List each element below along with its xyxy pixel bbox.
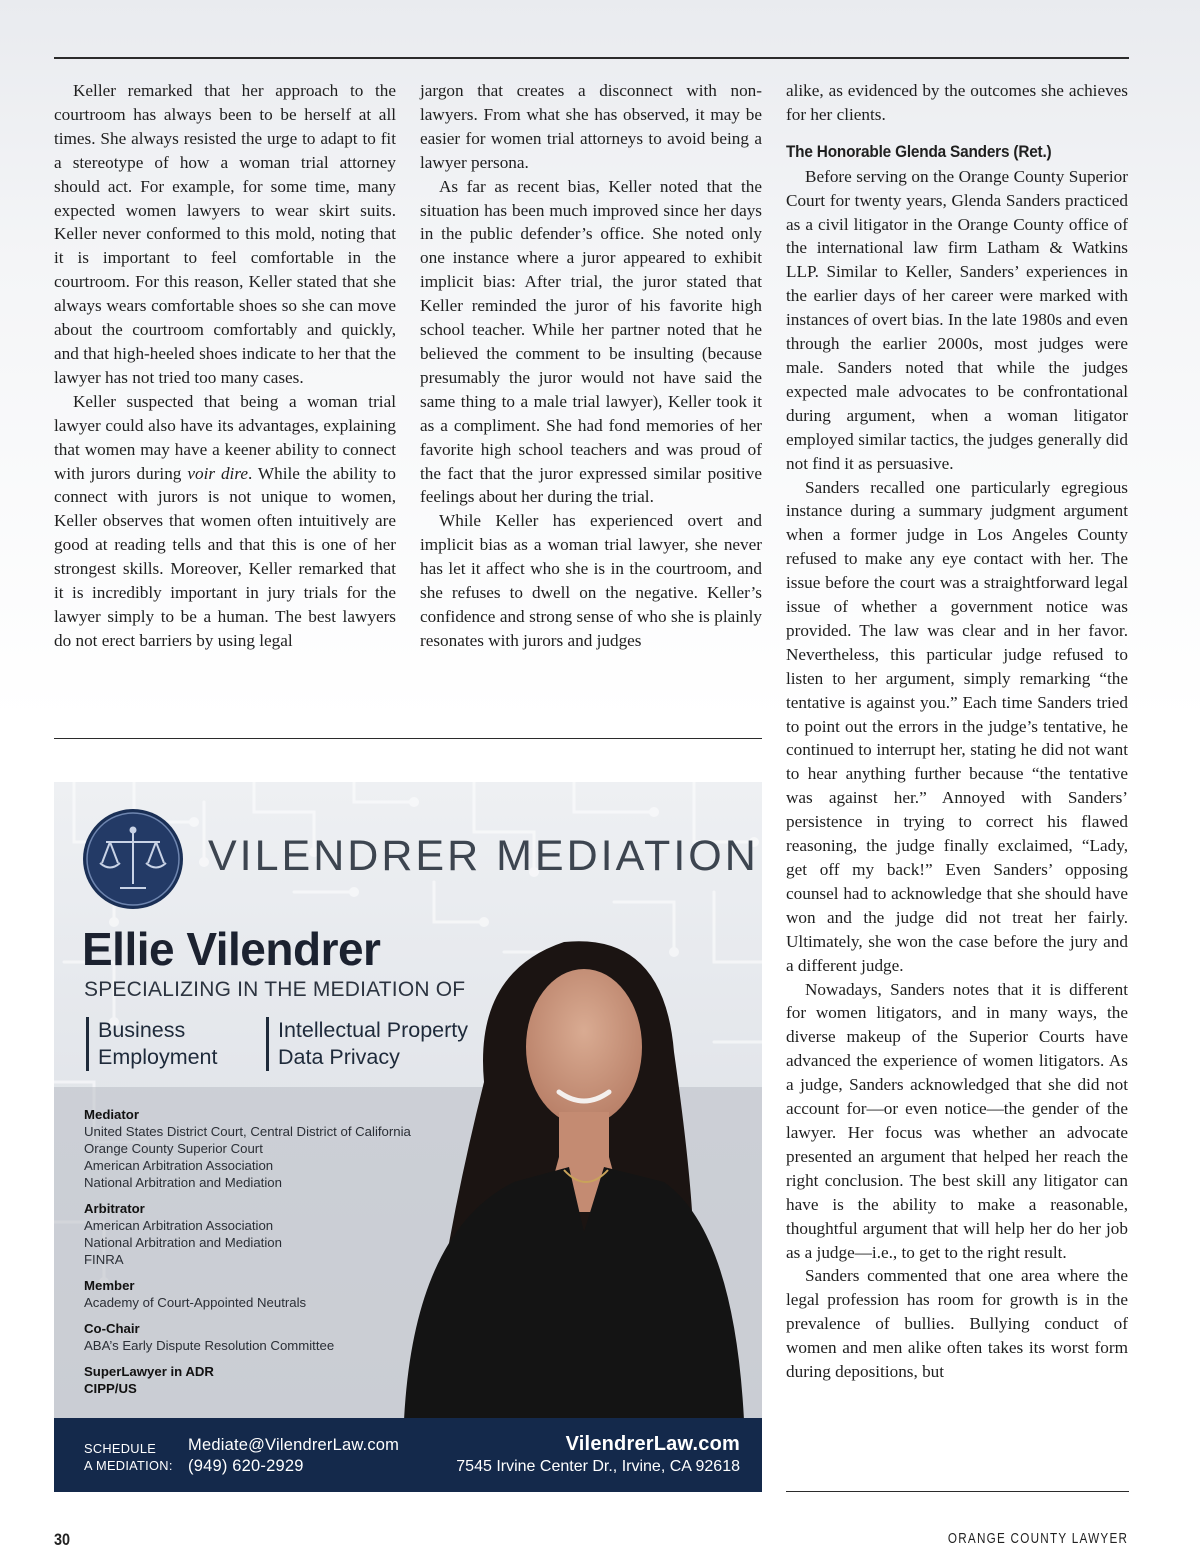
top-rule bbox=[54, 57, 1129, 59]
paragraph: Before serving on the Orange County Superior Court for twenty years, Glenda Sanders practiced as a civil litigator in the Orange County office of the international law firm Latham & Watkins LLP. Similar to Keller, Sanders’ experiences in the earlier days of her career were marked with instances of overt bias. In the late 1980s and even through the earlier 2000s, most judges were male. Sanders noted that while the judges expected male advocates to be confrontational during argument, when a woman litigator employed similar tactics, the judges generally did not find it as persuasive. bbox=[786, 166, 1128, 473]
credential-group bbox=[84, 1363, 464, 1397]
column-bottom-rule bbox=[786, 1491, 1129, 1492]
credential-group bbox=[84, 1200, 464, 1268]
credential-group bbox=[84, 1106, 464, 1191]
schedule-label-line: A MEDIATION: bbox=[84, 1458, 173, 1473]
credential-item: Orange County Superior Court bbox=[84, 1141, 263, 1156]
credential-item: American Arbitration Association bbox=[84, 1158, 274, 1173]
advertisement bbox=[54, 782, 762, 1492]
paragraph: alike, as evidenced by the outcomes she achieves for her clients. bbox=[786, 81, 1128, 124]
credential-heading: SuperLawyer in ADR bbox=[84, 1364, 214, 1379]
credential-item: American Arbitration Association bbox=[84, 1218, 274, 1233]
credential-heading: Mediator bbox=[84, 1107, 139, 1122]
credential-item: Academy of Court-Appointed Neutrals bbox=[84, 1295, 307, 1310]
ad-top-rule bbox=[54, 738, 762, 739]
paragraph: As far as recent bias, Keller noted that the situation has been much improved since her days in the public defender’s office. She noted only one instance where a juror appeared to exhibit implicit bias: After trial, the juror stated that Keller reminded the juror of his favorite high school teacher. While her partner noted that he believed the comment to be insulting (because presumably the juror would not have said the same thing to a male trial lawyer), Keller took it as a compliment. She had fond memories of her favorite high school teachers and was proud of the fact that the juror expressed similar positive feelings about her during the trial. bbox=[420, 176, 762, 507]
paragraph: Nowadays, Sanders notes that it is different for women litigators, and in many ways, the diverse makeup of the Superior Courts have advanced the experience of women litigators. As a judge, Sanders acknowledged that she did not account for—or even notice—the gender of the lawyer. Her focus was whether an advocate presented an argument that helped her reach the right conclusion. The best skill any litigator can have is the ability to make a reasonable, thoughtful argument that will help her do her job as a judge—i.e., to get to the right result. bbox=[786, 979, 1128, 1262]
paragraph: jargon that creates a disconnect with non-lawyers. From what she has observed, it may be easier for women trial attorneys to avoid being a lawyer persona. bbox=[420, 81, 762, 172]
practice-areas-left bbox=[86, 1017, 218, 1071]
website-info bbox=[456, 1432, 740, 1477]
schedule-label-line: SCHEDULE bbox=[84, 1441, 157, 1456]
paragraph: Sanders commented that one area where the legal profession has room for growth is in the prevalence of bullies. Bullying conduct of women and men alike often takes its worst form during depositions, but bbox=[786, 1266, 1128, 1382]
italic-term: voir dire bbox=[187, 463, 249, 483]
ad-contact-bar bbox=[54, 1418, 762, 1492]
article-column-1 bbox=[54, 79, 396, 653]
credentials-list bbox=[84, 1106, 464, 1406]
credential-heading: Co-Chair bbox=[84, 1321, 140, 1336]
credential-item: ABA’s Early Dispute Resolution Committee bbox=[84, 1338, 335, 1353]
credential-heading: Arbitrator bbox=[84, 1201, 145, 1216]
paragraph-text: Keller suspected that being a woman trial lawyer could also have its advantages, explaining that women may have a keener ability to connect with jurors during bbox=[54, 391, 396, 483]
street-address: 7545 Irvine Center Dr., Irvine, CA 92618 bbox=[456, 1458, 740, 1475]
section-heading: The Honorable Glenda Sanders (Ret.) bbox=[786, 142, 1052, 161]
article-column-3 bbox=[786, 79, 1128, 1384]
paragraph: Sanders recalled one particularly egregious instance during a summary judgment argument when a former judge in Los Angeles County refused to make any eye contact with her. The issue before the court was a straightforward legal issue of whether a government notice was provided. The law was clear and in her favor. Nevertheless, this particular judge refused to listen to her argument, simply remarking “the tentative is against you.” Each time Sanders tried to point out the errors in the judge’s tentative, he continued to interrupt her, stating he did not want to hear anything further because “the tentative was against her.” Annoyed with Sanders’ persistence in trying to correct his flawed reasoning, the judge finally exclaimed, “Lady, get off my back!” Even Sanders’ opposing counsel had to acknowledge that she should have won and the judge did not treat her fairly. Ultimately, she won the case before the jury and a different judge. bbox=[786, 477, 1128, 975]
credential-heading: Member bbox=[84, 1278, 135, 1293]
article-column-2 bbox=[420, 79, 762, 653]
scales-of-justice-logo bbox=[82, 808, 184, 910]
practice-area: Data Privacy bbox=[278, 1045, 400, 1069]
credential-item: United States District Court, Central District of California bbox=[84, 1124, 411, 1139]
email-link[interactable]: Mediate@VilendrerLaw.com bbox=[188, 1436, 400, 1454]
publication-name: ORANGE COUNTY LAWYER bbox=[947, 1530, 1128, 1547]
paragraph bbox=[54, 390, 396, 653]
credential-item: FINRA bbox=[84, 1252, 124, 1267]
practice-area: Intellectual Property bbox=[278, 1018, 469, 1042]
page-number: 30 bbox=[54, 1530, 71, 1549]
credential-item: National Arbitration and Mediation bbox=[84, 1235, 282, 1250]
website-link[interactable]: VilendrerLaw.com bbox=[565, 1433, 740, 1455]
contact-info bbox=[188, 1435, 399, 1477]
credential-group bbox=[84, 1277, 464, 1311]
practice-areas-right bbox=[266, 1017, 468, 1071]
practice-area: Business bbox=[98, 1018, 186, 1042]
credential-item: CIPP/US bbox=[84, 1381, 137, 1396]
specialization-heading: SPECIALIZING IN THE MEDIATION OF bbox=[84, 978, 466, 1001]
mediator-name: Ellie Vilendrer bbox=[82, 923, 381, 975]
credential-group bbox=[84, 1320, 464, 1354]
schedule-label bbox=[84, 1440, 173, 1474]
paragraph-text: . While the ability to connect with jurors is not unique to women, Keller observes that women often intuitively are good at reading tells and that this is one of her strongest skills. Moreover, Keller remarked that it is incredibly important in jury trials for the lawyer simply to be a human. The best lawyers do not erect barriers by using legal bbox=[54, 463, 397, 650]
credential-item: National Arbitration and Mediation bbox=[84, 1175, 282, 1190]
paragraph: Keller remarked that her approach to the courtroom has always been to be herself at all times. She always resisted the urge to adapt to fit a stereotype of how a woman trial attorney should act. For example, for some time, many expected women lawyers to wear skirt suits. Keller never conformed to this mold, noting that it is important to feel comfortable in the courtroom. For this reason, Keller stated that she always wears comfortable shoes so she can move about the courtroom comfortably and quickly, and that high-heeled shoes indicate to her that the lawyer has not tried too many cases. bbox=[54, 81, 396, 387]
firm-name: VILENDRER MEDIATION bbox=[208, 832, 759, 880]
phone-number[interactable]: (949) 620-2929 bbox=[188, 1457, 304, 1475]
paragraph: While Keller has experienced overt and implicit bias as a woman trial lawyer, she never has let it affect who she is in the courtroom, and she refuses to dwell on the negative. Keller’s confidence and strong sense of who she is plainly resonates with jurors and judges bbox=[420, 511, 762, 650]
practice-area: Employment bbox=[98, 1045, 218, 1069]
